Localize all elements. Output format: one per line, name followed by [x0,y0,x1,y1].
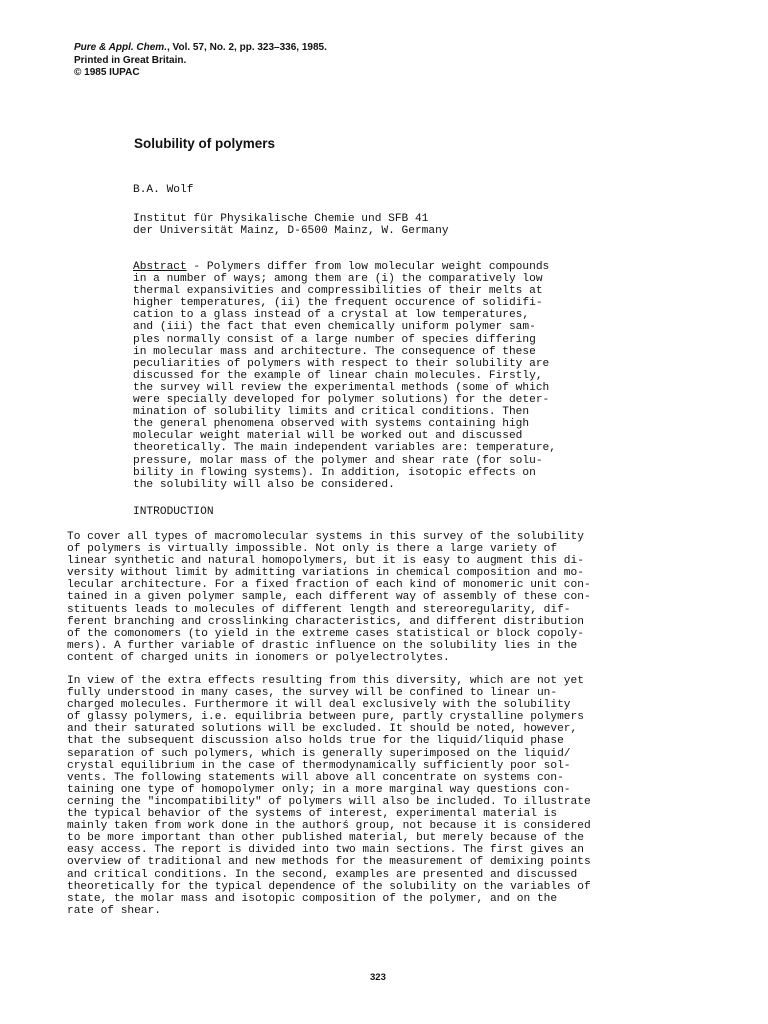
printed-in: Printed in Great Britain. [74,54,187,66]
abstract-label: Abstract [133,261,187,273]
page-number: 323 [370,972,386,983]
journal-name: Pure & Appl. Chem. [74,42,167,53]
affiliation: Institut für Physikalische Chemie und SFB 41 der Universität Mainz, D-6500 Mainz, W. Germany [133,213,449,238]
intro-paragraph-1: To cover all types of macromolecular systems in this survey of the solubility of polymers is virtually impossible. Not only is there a large variety of linear synthetic and natural homopolymers, but it is easy to augment this di- versity without limit by admitting variations in chemical composition and mo- lecular architecture. For a fixed fraction of each kind of monomeric unit con- tained in a given polymer sample, each different way of assembly of these con- stituents leads to molecules of different length and stereoregularity, dif- ferent branching and crosslinking characteristics, and different distribution of the comonomers (to yield in the extreme cases statistical or block copoly- mers). A further variable of drastic influence on the solubility lies in the content of charged units in ionomers or polyelectrolytes. [67,531,591,664]
paper-title: Solubility of polymers [134,136,276,151]
copyright: © 1985 IUPAC [74,67,140,78]
abstract-body: in a number of ways; among them are (i) the comparatively low thermal expansivities and compressibilities of their melts at higher temperatures, (ii) the frequent occurence of solidifi- cation to a glass instead of a crystal at low temperatures, and (iii) the fact that even chemically uniform polymer sam- ples normally consist of a large number of species differing in molecular mass and architecture. The consequence of these peculiarities of polymers with respect to their solubility are discussed for the example of linear chain molecules. Firstly, the survey will review the experimental methods (some of which were specially developed for polymer solutions) for the deter- mination of solubility limits and critical conditions. Then the general phenomena observed with systems containing high molecular weight material will be worked out and discussed theoretically. The main independent variables are: temperature, pressure, molar mass of the polymer and shear rate (for solu- bility in flowing systems). In addition, isotopic effects on the solubility will also be considered. [133,273,556,491]
author-name: B.A. Wolf [133,184,194,196]
journal-volume-info: , Vol. 57, No. 2, pp. 323–336, 1985. [166,42,327,53]
section-heading: INTRODUCTION [133,506,214,518]
abstract [133,261,556,491]
journal-citation [74,42,327,55]
intro-paragraph-2: In view of the extra effects resulting from this diversity, which are not yet fully understood in many cases, the survey will be confined to linear un- charged molecules. Furthermore it will deal exclusively with the solubility of glassy polymers, i.e. equilibria between pure, partly crystalline polymers and their saturated solutions will be excluded. It should be noted, however, that the subsequent discussion also holds true for the liquid/liquid phase separation of such polymers, which is generally superimposed on the liquid/ crystal equilibrium in the case of thermodynamically sufficiently poor sol- vents. The following statements will above all concentrate on systems con- taining one type of homopolymer only; in a more marginal way questions con- cerning the "incompatibility" of polymers will also be included. To illustrate the typical behavior of the systems of interest, experimental material is mainly taken from work done in the authorś group, not because it is considered to be more important than other published material, but merely because of the easy access. The report is divided into two main sections. The first gives an overview of traditional and new methods for the measurement of demixing points and critical conditions. In the second, examples are presented and discussed theoretically for the typical dependence of the solubility on the variables of state, the molar mass and isotopic composition of the polymer, and on the rate of shear. [67,675,591,917]
journal-header [74,42,327,80]
abstract-first-line: - Polymers differ from low molecular weight compounds [186,261,550,273]
